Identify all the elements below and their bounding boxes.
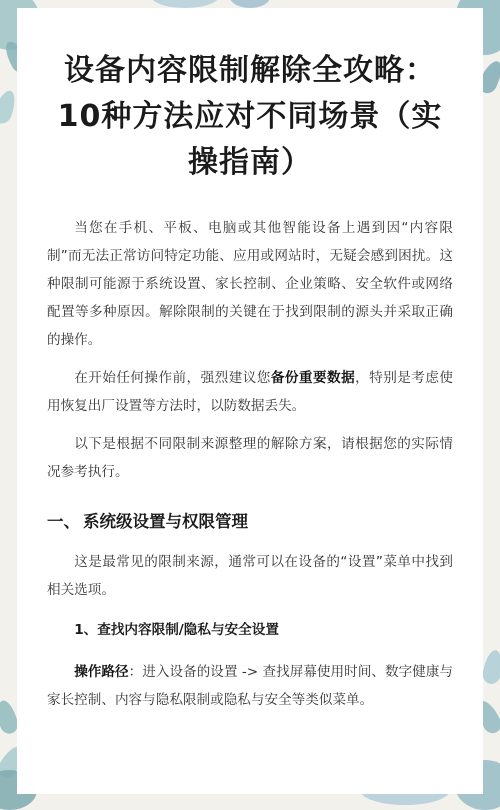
section-heading [47,508,453,536]
backup-note [47,364,453,420]
operation-path-label: 操作路径 [74,664,129,680]
subsection-heading: 1、查找内容限制/隐私与安全设置 [74,622,279,638]
backup-note-bold: 备份重要数据 [270,370,356,386]
article-card [17,8,483,794]
backup-note-after: ，特别是考虑使用恢复出厂设置等方法时，以防数据丢失。 [47,370,453,414]
solution-summary: 以下是根据不同限制来源整理的解除方案，请根据您的实际情况参考执行。 [47,436,453,480]
article-title: 设备内容限制解除全攻略：10种方法应对不同场景（实操指南） [57,53,443,180]
intro-paragraph: 当您在手机、平板、电脑或其他智能设备上遇到因“内容限制”而无法正常访问特定功能、应用或网站时，无疑会感到困扰。这种限制可能源于系统设置、家长控制、企业策略、安全软件或网络配置等多种原因。解除限制的关键在于找到限制的源头并采取正确的操作。 [47,220,453,348]
backup-note-before: 在开始任何操作前，强烈建议您 [74,370,271,386]
operation-path-text: ：进入设备的设置 -> 查找屏幕使用时间、数字健康与家长控制、内容与隐私限制或隐私与安全等类似菜单。 [47,664,454,708]
operation-path [47,658,453,714]
section-title: 系统级设置与权限管理 [83,512,248,531]
section-number: 一、 [47,512,80,531]
section-intro: 这是最常见的限制来源，通常可以在设备的“设置”菜单中找到相关选项。 [47,554,453,598]
